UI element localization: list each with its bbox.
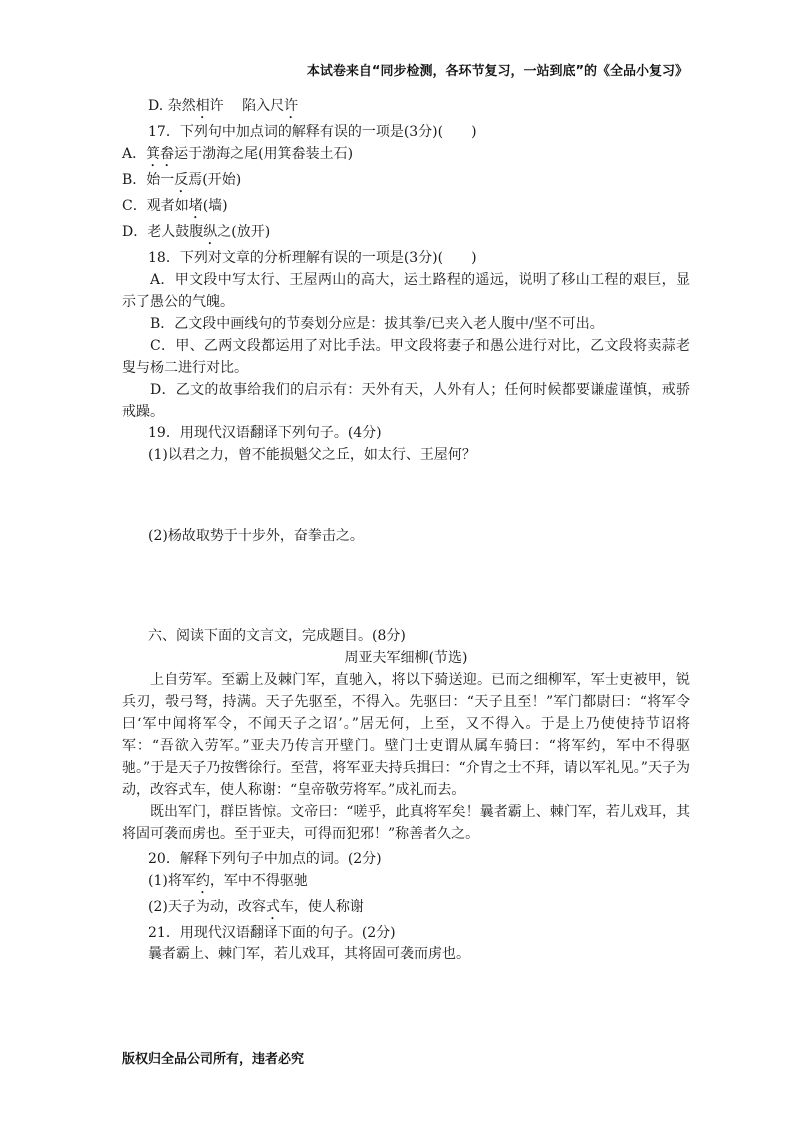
- q21-stem: 21．用现代汉语翻译下面的句子。(2分): [148, 924, 396, 941]
- q19-stem: 19．用现代汉语翻译下列句子。(4分): [148, 425, 382, 442]
- q19-sentence-1: (1)以君之力，曾不能损魁父之丘，如太行、王屋何？: [148, 446, 476, 463]
- q18-option-a: A．甲文段中写太行、王屋两山的高大，运土路程的遥远，说明了移山工程的艰巨，显示了愚公的气魄。: [122, 272, 690, 311]
- q17-option-a: A．箕畚运于渤海之尾(用箕畚装土石): [122, 145, 354, 162]
- answer-space: [122, 466, 690, 526]
- page-footer: 版权归全品公司所有，违者必究: [122, 1052, 305, 1067]
- q17-option-b: B．始一反焉(开始): [122, 171, 242, 188]
- passage-title: 周亚夫军细柳(节选): [344, 649, 468, 666]
- q20-sentence-2: (2)天子为动，改容式车，使人称谢: [148, 898, 364, 915]
- q17-option-d: D．老人鼓腹纵之(放开): [122, 223, 271, 240]
- q20-sentence-1: (1)将军约，军中不得驱驰: [148, 872, 308, 889]
- q18-option-d: D．乙文的故事给我们的启示有：天外有天，人外有人；任何时候都要谦虚谨慎，戒骄戒躁。: [122, 382, 690, 421]
- page-header: 本试卷来自“同步检测，各环节复习，一站到底”的《全品小复习》: [306, 64, 688, 79]
- passage-paragraph-1: 上自劳军。至霸上及棘门军，直驰入，将以下骑送迎。已而之细柳军，军士吏被甲，锐兵刃，彀弓弩，持满。天子先驱至，不得入。先驱曰：“天子且至！”军门都尉曰：“将军令曰‘军中闻将军令，不闻天子之诏’。”居无何，上至，又不得入。于是上乃使使持节诏将军：“吾欲入劳军。”亚夫乃传言开壁门。壁门士吏谓从属车骑曰：“将军约，军中不得驱驰。”于是天子乃按辔徐行。至营，将军亚夫持兵揖曰：“介胄之士不拜，请以军礼见。”天子为动，改容式车，使人称谢：“皇帝敬劳将军。”成礼而去。: [122, 672, 690, 799]
- q21-sentence: 曩者霸上、棘门军，若儿戏耳，其将固可袭而虏也。: [148, 946, 470, 963]
- q19-sentence-2: (2)杨故取势于十步外，奋拳击之。: [148, 528, 364, 545]
- q18-option-b: B．乙文段中画线句的节奏划分应是：拔其拳/已夹入老人腹中/坚不可出。: [150, 316, 604, 333]
- q18-stem: 18．下列对文章的分析理解有误的一项是(3分)( ): [148, 249, 477, 266]
- passage-paragraph-2: 既出军门，群臣皆惊。文帝曰：“嗟乎，此真将军矣！曩者霸上、棘门军，若儿戏耳，其将固可袭而虏也。至于亚夫，可得而犯邪！”称善者久之。: [122, 804, 690, 843]
- q16-option-d: D. 杂然相许 陷入尺许: [148, 98, 299, 114]
- q20-stem: 20．解释下列句子中加点的词。(2分): [148, 851, 382, 868]
- section-6-title: 六、阅读下面的文言文，完成题目。(8分): [148, 627, 406, 644]
- q18-option-c: C．甲、乙两文段都运用了对比手法。甲文段将妻子和愚公进行对比，乙文段将卖蒜老叟与杨二进行对比。: [122, 338, 690, 377]
- answer-space: [122, 548, 690, 626]
- q17-option-c: C．观者如堵(墙): [122, 197, 228, 214]
- q17-stem: 17．下列句中加点词的解释有误的一项是(3分)( ): [148, 124, 477, 140]
- exam-content: [122, 96, 690, 966]
